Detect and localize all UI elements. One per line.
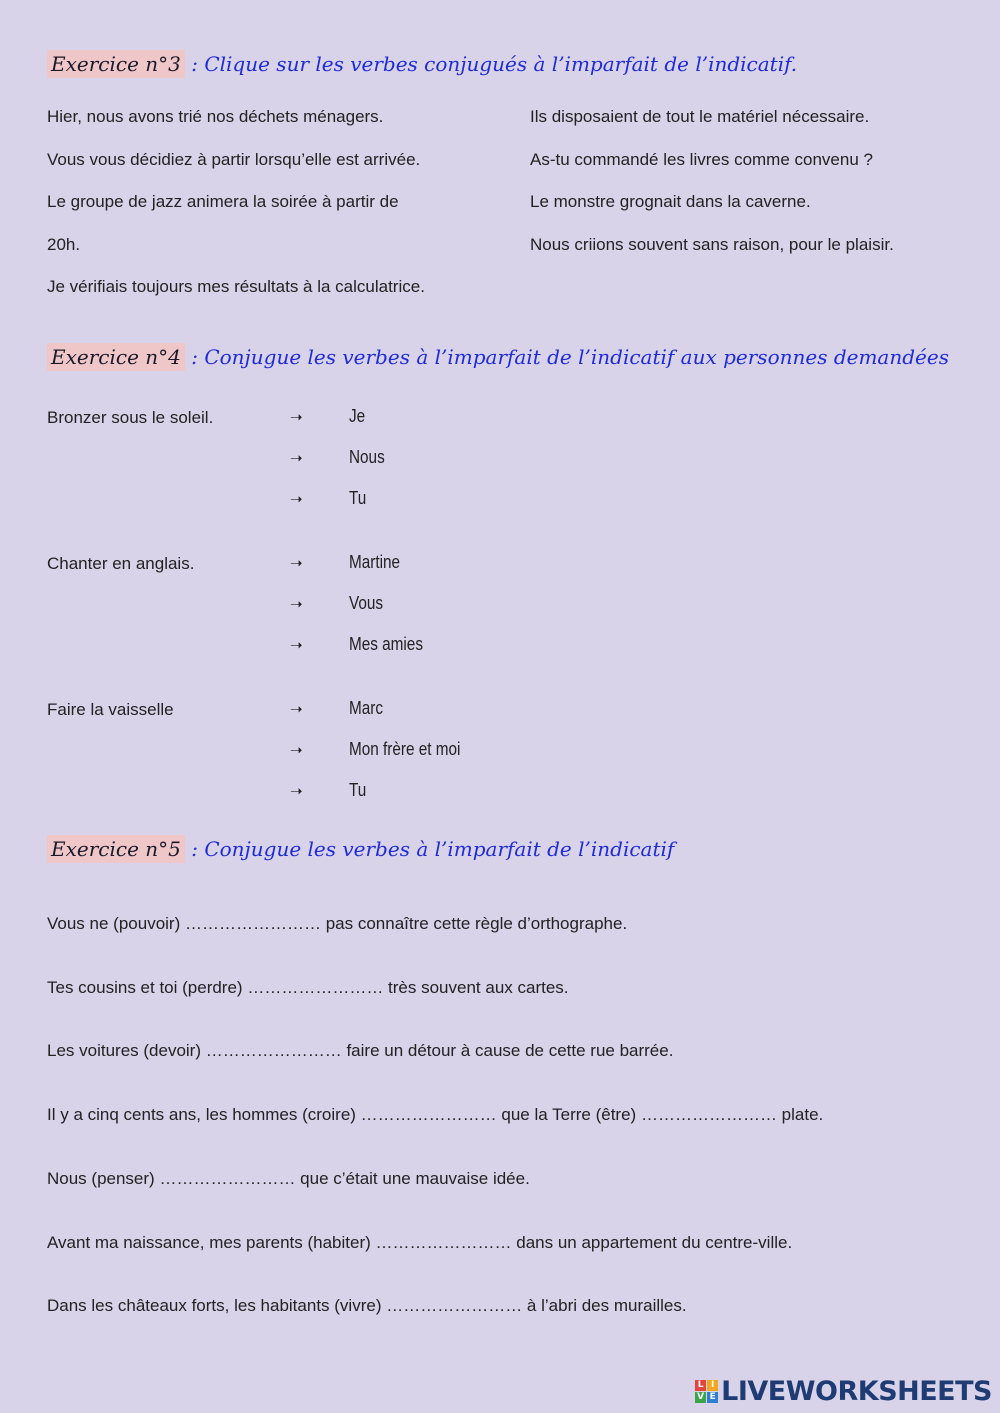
ex5-sentence-text: plate. [776,1105,824,1124]
exercise-3-label: Exercice n°3 [47,50,185,78]
arrow-icon: ➝ [290,742,303,759]
ex5-answer-field[interactable]: …………………… [184,914,321,933]
ex5-sentence [47,1041,673,1061]
ex5-sentence [47,1233,792,1253]
ex5-answer-field[interactable]: …………………… [159,1169,296,1188]
ex4-person-field[interactable]: Mon frère et moi [349,739,461,759]
ex5-sentence-text: Dans les châteaux forts, les habitants (vivre) [47,1296,387,1315]
ex5-sentence-text: Les voitures (devoir) [47,1041,206,1060]
ex4-person-field[interactable]: Martine [349,552,401,572]
ex5-sentence [47,1169,530,1189]
ex4-verb-3: Faire la vaisselle [47,700,174,719]
liveworksheets-logo-text: LIVEWORKSHEETS [721,1376,992,1407]
arrow-icon: ➝ [290,555,303,572]
ex4-person-field[interactable]: Nous [349,447,385,467]
arrow-icon: ➝ [290,783,303,800]
ex5-sentence [47,914,627,934]
ex5-answer-field[interactable]: …………………… [640,1105,777,1124]
ex5-sentence [47,978,569,998]
exercise-5-colon: : [184,837,205,861]
ex5-sentence [47,1296,687,1316]
liveworksheets-logo-icon [695,1380,718,1403]
ex5-sentence-text: à l’abri des murailles. [522,1296,687,1315]
ex3-sentence-3[interactable]: Le groupe de jazz animera la soirée à partir de [47,192,399,211]
logo-letter: V [695,1392,706,1403]
ex4-person-field[interactable]: Tu [349,780,367,800]
ex5-sentence-text: que c’était une mauvaise idée. [295,1169,530,1188]
ex3-sentence-3-cont[interactable]: 20h. [47,235,81,254]
ex5-answer-field[interactable]: …………………… [375,1233,512,1252]
ex3-sentence-4[interactable]: Je vérifiais toujours mes résultats à la calculatrice. [47,277,425,296]
ex3-sentence-6[interactable]: As-tu commandé les livres comme convenu ? [530,150,873,169]
ex4-person-field[interactable]: Je [349,406,366,426]
arrow-icon: ➝ [290,450,303,467]
ex3-sentence-8[interactable]: Nous criions souvent sans raison, pour le plaisir. [530,235,894,254]
ex5-sentence-text: Il y a cinq cents ans, les hommes (croire) [47,1105,361,1124]
logo-letter: L [695,1380,706,1391]
exercise-5-instruction: Conjugue les verbes à l’imparfait de l’indicatif [204,837,675,861]
ex5-answer-field[interactable]: …………………… [386,1296,523,1315]
arrow-icon: ➝ [290,637,303,654]
ex3-sentence-5[interactable]: Ils disposaient de tout le matériel nécessaire. [530,107,870,126]
arrow-icon: ➝ [290,596,303,613]
logo-letter: E [707,1392,718,1403]
ex5-answer-field[interactable]: …………………… [247,978,384,997]
ex5-sentence-text: faire un détour à cause de cette rue barrée. [341,1041,674,1060]
arrow-icon: ➝ [290,701,303,718]
ex4-person-field[interactable]: Mes amies [349,634,423,654]
ex3-sentence-2[interactable]: Vous vous décidiez à partir lorsqu’elle est arrivée. [47,150,421,169]
ex3-sentence-1[interactable]: Hier, nous avons trié nos déchets ménagers. [47,107,384,126]
exercise-4-heading [47,345,949,369]
logo-letter: I [707,1380,718,1391]
arrow-icon: ➝ [290,491,303,508]
exercise-5-label: Exercice n°5 [47,835,185,863]
ex5-sentence-text: Avant ma naissance, mes parents (habiter) [47,1233,376,1252]
ex5-sentence-text: que la Terre (être) [496,1105,641,1124]
exercise-4-instruction: Conjugue les verbes à l’imparfait de l’indicatif aux personnes demandées [204,345,949,369]
exercise-3-colon: : [184,52,205,76]
ex5-answer-field[interactable]: …………………… [205,1041,342,1060]
exercise-5-heading [47,837,674,861]
ex4-verb-2: Chanter en anglais. [47,554,195,573]
ex5-sentence-text: Nous (penser) [47,1169,160,1188]
ex4-person-field[interactable]: Tu [349,488,367,508]
ex5-sentence-text: Tes cousins et toi (perdre) [47,978,248,997]
ex5-sentence-text: pas connaître cette règle d’orthographe. [320,914,628,933]
ex3-sentence-7[interactable]: Le monstre grognait dans la caverne. [530,192,811,211]
ex5-sentence-text: Vous ne (pouvoir) [47,914,185,933]
ex4-verb-1: Bronzer sous le soleil. [47,408,214,427]
exercise-3-heading [47,52,797,76]
exercise-4-label: Exercice n°4 [47,343,185,371]
ex5-answer-field[interactable]: …………………… [360,1105,497,1124]
ex5-sentence-text: très souvent aux cartes. [383,978,569,997]
ex4-person-field[interactable]: Vous [349,593,384,613]
ex5-sentence-text: dans un appartement du centre-ville. [511,1233,793,1252]
ex5-sentence [47,1105,823,1125]
arrow-icon: ➝ [290,409,303,426]
exercise-3-instruction: Clique sur les verbes conjugués à l’imparfait de l’indicatif. [204,52,798,76]
ex4-person-field[interactable]: Marc [349,698,383,718]
exercise-4-colon: : [184,345,205,369]
liveworksheets-logo [695,1376,992,1407]
